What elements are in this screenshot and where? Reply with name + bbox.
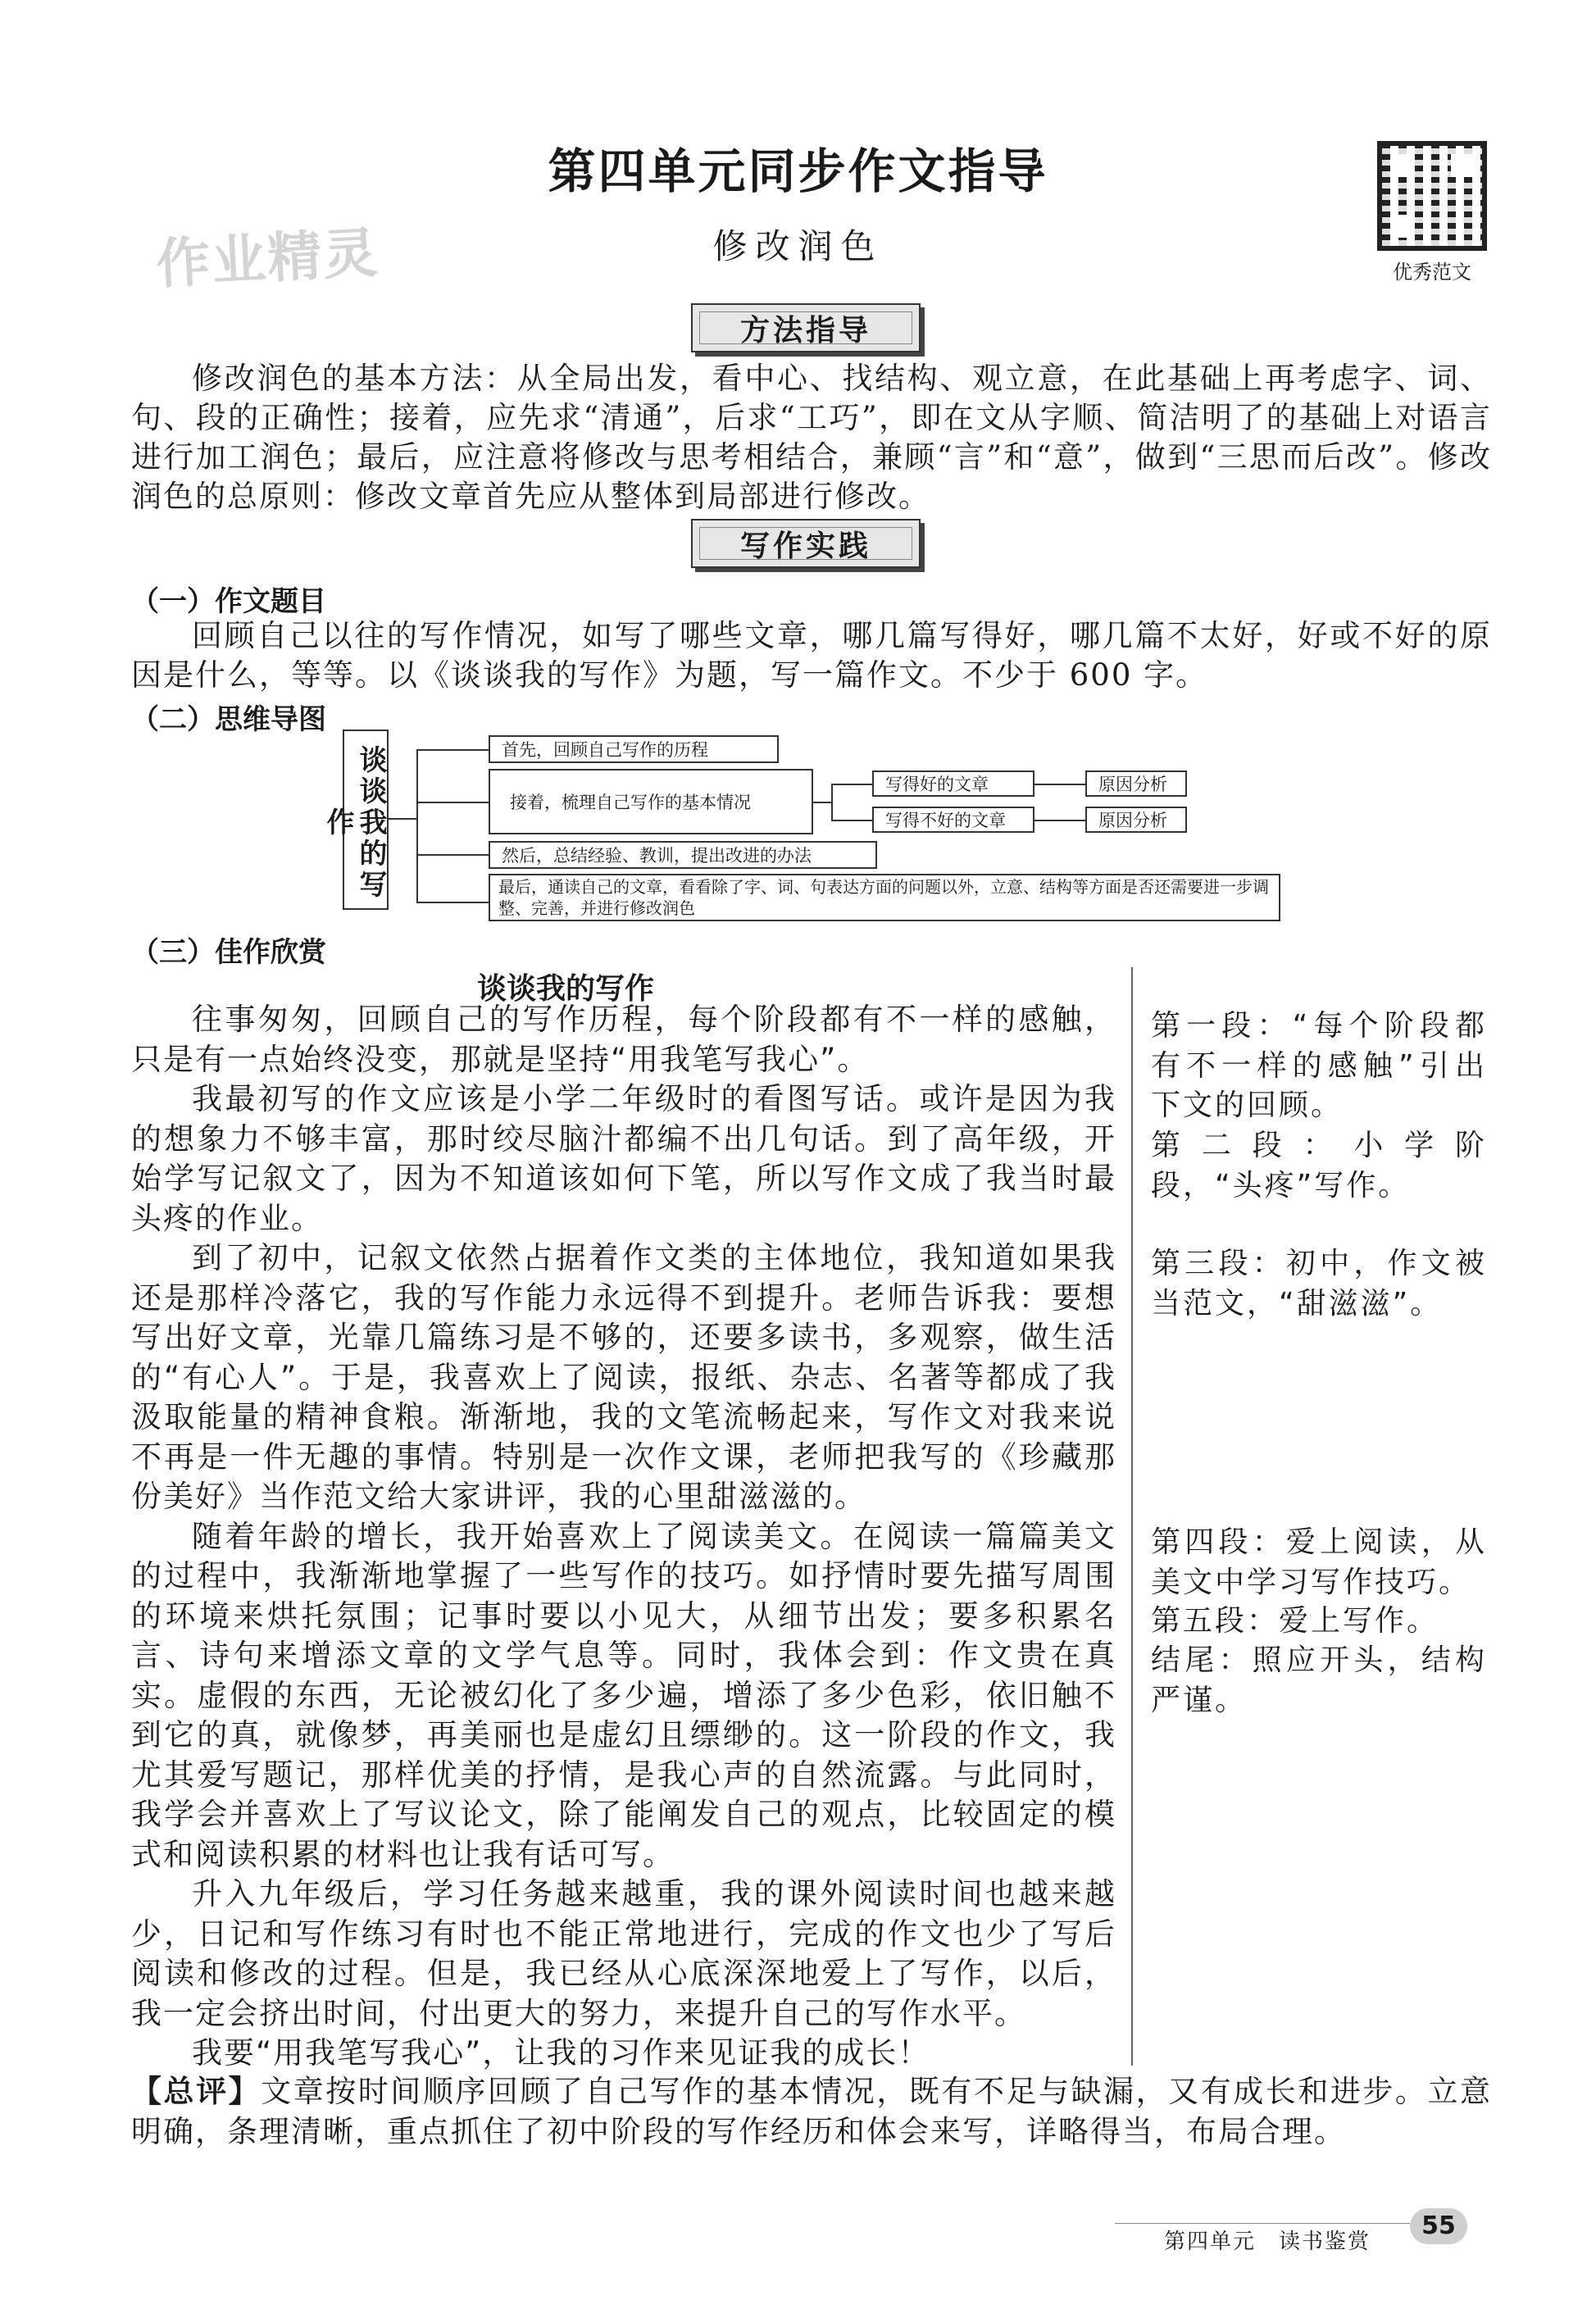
qr-label: 优秀范文 bbox=[1393, 261, 1471, 284]
margin-note-6: 结尾：照应开头，结构严谨。 bbox=[1151, 1643, 1487, 1717]
margin-note-4: 第四段：爱上阅读，从美文中学习写作技巧。 bbox=[1151, 1525, 1487, 1599]
topic-heading: （一）作文题目 bbox=[131, 585, 326, 618]
footer-divider bbox=[1115, 2223, 1410, 2224]
note-divider bbox=[1131, 967, 1133, 2066]
mindmap-root bbox=[321, 730, 389, 910]
mindmap-connector bbox=[416, 802, 489, 803]
mindmap-node-reason-bad: 原因分析 bbox=[1085, 807, 1187, 833]
mindmap-node-first: 首先，回顾自己写作的历程 bbox=[489, 735, 779, 763]
mindmap-connector bbox=[1034, 820, 1085, 821]
mindmap-connector bbox=[416, 749, 418, 903]
essay-paragraph: 升入九年级后，学习任务越来越重，我的课外阅读时间也越来越少，日记和写作练习有时也不能正常地进行，完成的作文也少了写后阅读和修改的过程。但是，我已经从心底深深地爱上了写作，以后，我一定会挤出时间，付出更大的努力，来提升自己的写作水平。 bbox=[131, 1876, 1116, 2031]
margin-note-1: 第一段：“每个阶段都有不一样的感触”引出下文的回顾。 bbox=[1151, 1009, 1487, 1122]
essay-paragraph: 到了初中，记叙文依然占据着作文类的主体地位，我知道如果我还是那样冷落它，我的写作能力永远得不到提升。老师告诉我：要想写出好文章，光靠几篇练习是不够的，还要多读书，多观察，做生活的“有心人”。于是，我喜欢上了阅读，报纸、杂志、名著等都成了我汲取能量的精神食粮。渐渐地，我的文笔流畅起来，写作文对我来说不再是一件无趣的事情。特别是一次作文课，老师把我写的《珍藏那份美好》当作范文给大家讲评，我的心里甜滋滋的。 bbox=[131, 1240, 1116, 1514]
essay-paragraph: 往事匆匆，回顾自己的写作历程，每个阶段都有不一样的感触，只是有一点始终没变，那就是坚持“用我笔写我心”。 bbox=[131, 1002, 1116, 1077]
watermark: 作业精灵 bbox=[154, 220, 381, 297]
method-paragraph: 修改润色的基本方法：从全局出发，看中心、找结构、观立意，在此基础上再考虑字、词、句、段的正确性；接着，应先求“清通”，后求“工巧”，即在文从字顺、简洁明了的基础上对语言进行加工润色；最后，应注意将修改与思考相结合，兼顾“言”和“意”，做到“三思而后改”。修改润色的总原则：修改文章首先应从整体到局部进行修改。 bbox=[131, 361, 1492, 514]
section-tag-method-label: 方法指导 bbox=[739, 313, 871, 348]
mindmap-connector bbox=[389, 818, 418, 820]
mindmap-node-third: 然后，总结经验、教训，提出改进的办法 bbox=[489, 841, 877, 869]
mindmap-connector bbox=[416, 902, 489, 903]
section-tag-method bbox=[691, 303, 921, 352]
mindmap-connector bbox=[416, 854, 489, 856]
mindmap-connector bbox=[831, 784, 833, 821]
section-tag-practice bbox=[691, 519, 921, 568]
page-title: 第四单元同步作文指导 bbox=[548, 143, 1048, 199]
mindmap-node-good: 写得好的文章 bbox=[872, 770, 1034, 797]
essay-body bbox=[131, 1000, 1116, 2074]
margin-note-2: 第二段：小学阶段，“头疼”写作。 bbox=[1151, 1129, 1487, 1202]
review-text: 文章按时间顺序回顾了自己写作的基本情况，既有不足与缺漏，又有成长和进步。立意明确，条理清晰，重点抓住了初中阶段的写作经历和体会来写，详略得当，布局合理。 bbox=[131, 2074, 1493, 2149]
essay-paragraph: 随着年龄的增长，我开始喜欢上了阅读美文。在阅读一篇篇美文的过程中，我渐渐地掌握了一些写作的技巧。如抒情时要先描写周围的环境来烘托氛围；记事时要以小见大，从细节出发；要多积累名言、诗句来增添文章的文学气息等。同时，我体会到：作文贵在真实。虚假的东西，无论被幻化了多少遍，增添了多少色彩，依旧触不到它的真，就像梦，再美丽也是虚幻且缥缈的。这一阶段的作文，我尤其爱写题记，那样优美的抒情，是我心声的自然流露。与此同时，我学会并喜欢上了写议论文，除了能阐发自己的观点，比较固定的模式和阅读积累的材料也让我有话可写。 bbox=[131, 1518, 1116, 1872]
mindmap-connector bbox=[813, 802, 833, 803]
mindmap-node-last: 最后，通读自己的文章，看看除了字、词、句表达方面的问题以外，立意、结构等方面是否还需要进一步调整、完善，并进行修改润色 bbox=[489, 874, 1280, 921]
mindmap-connector bbox=[416, 749, 489, 751]
review-paragraph bbox=[131, 2072, 1492, 2152]
margin-note-5: 第五段：爱上写作。 bbox=[1151, 1604, 1439, 1638]
mindmap-connector bbox=[831, 820, 872, 821]
essay-paragraph: 我要“用我笔写我心”，让我的习作来见证我的成长！ bbox=[192, 2035, 930, 2070]
footer-unit: 第四单元 读书鉴赏 bbox=[1164, 2230, 1371, 2254]
page-subtitle: 修改润色 bbox=[712, 226, 884, 266]
review-label: 【总评】 bbox=[131, 2074, 261, 2109]
mindmap-node-second: 接着，梳理自己写作的基本情况 bbox=[489, 769, 813, 834]
topic-paragraph: 回顾自己以往的写作情况，如写了哪些文章，哪几篇写得好，哪几篇不太好，好或不好的原因是什么，等等。以《谈谈我的写作》为题，写一篇作文。不少于 600 字。 bbox=[131, 618, 1492, 693]
page-number: 55 bbox=[1410, 2208, 1467, 2244]
section-tag-practice-label: 写作实践 bbox=[739, 529, 871, 563]
mindmap-node-bad: 写得不好的文章 bbox=[872, 807, 1034, 833]
essay-paragraph: 我最初写的作文应该是小学二年级时的看图写话。或许是因为我的想象力不够丰富，那时绞尽脑汁都编不出几句话。到了高年级，开始学写记叙文了，因为不知道该如何下笔，所以写作文成了我当时最头疼的作业。 bbox=[131, 1081, 1116, 1236]
mindmap-connector bbox=[831, 784, 872, 785]
margin-note-3: 第三段：初中，作文被当范文，“甜滋滋”。 bbox=[1151, 1247, 1487, 1320]
mindmap-root-label: 谈谈我的写作 bbox=[321, 745, 387, 901]
qr-code-icon[interactable] bbox=[1377, 141, 1487, 251]
mindmap-heading: （二）思维导图 bbox=[131, 703, 326, 736]
essay-title: 谈谈我的写作 bbox=[476, 972, 654, 1006]
appreciation-heading: （三）佳作欣赏 bbox=[131, 936, 326, 969]
mindmap-node-reason-good: 原因分析 bbox=[1085, 770, 1187, 797]
mindmap-connector bbox=[1034, 784, 1085, 785]
